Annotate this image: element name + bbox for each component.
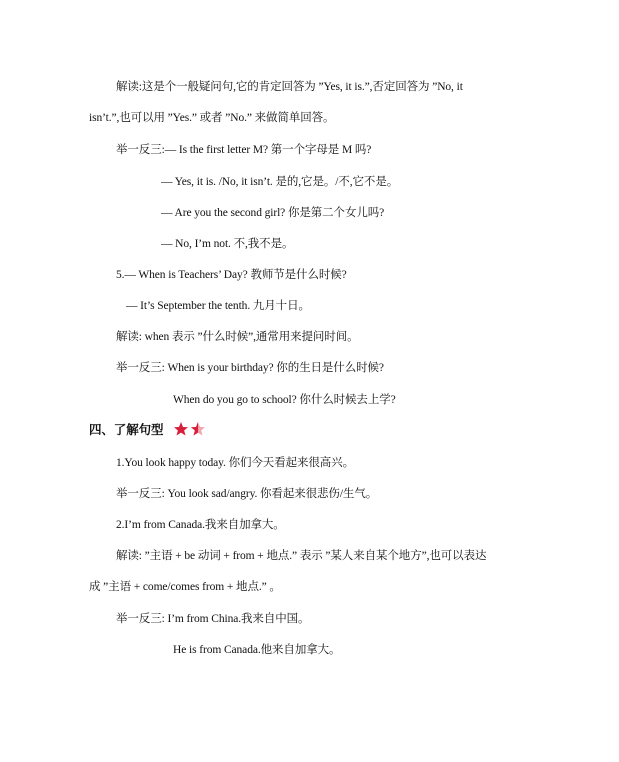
text-line-5: — Are you the second girl? 你是第二个女儿吗? [161,207,385,219]
text-line-1: 解读:这是个一般疑问句,它的肯定回答为 ”Yes, it is.”,否定回答为 ”No, it [116,81,463,93]
text-line-9: 解读: when 表示 ”什么时候”,通常用来提问时间。 [116,331,359,343]
text-line-6: — No, I’m not. 不,我不是。 [161,238,294,250]
text-line-15: 解读: ”主语 + be 动词 + from + 地点.” 表示 ”某人来自某个地方”,也可以表达 [116,550,487,562]
text-line-10: 举一反三: When is your birthday? 你的生日是什么时候? [116,362,384,374]
text-line-16: 成 ”主语 + come/comes from + 地点.” 。 [89,581,281,593]
text-line-2: isn’t.”,也可以用 ”Yes.” 或者 ”No.” 来做简单回答。 [89,112,335,124]
section-heading: 四、了解句型 [89,422,164,437]
text-line-12: 1.You look happy today. 你们今天看起来很高兴。 [116,457,355,469]
text-line-18: He is from Canada.他来自加拿大。 [173,644,341,656]
text-line-17: 举一反三: I’m from China.我来自中国。 [116,613,310,625]
text-line-13: 举一反三: You look sad/angry. 你看起来很悲伤/生气。 [116,488,378,500]
star-icon [174,422,188,436]
text-line-8: — It’s September the tenth. 九月十日。 [126,300,310,312]
text-line-4: — Yes, it is. /No, it isn’t. 是的,它是。/不,它不是。 [161,176,399,188]
rating-stars [173,421,207,437]
text-line-11: When do you go to school? 你什么时候去上学? [173,394,396,406]
text-line-14: 2.I’m from Canada.我来自加拿大。 [116,519,285,531]
text-line-7: 5.— When is Teachers’ Day? 教师节是什么时候? [116,269,347,281]
text-line-3: 举一反三:— Is the first letter M? 第一个字母是 M 吗? [116,144,372,156]
